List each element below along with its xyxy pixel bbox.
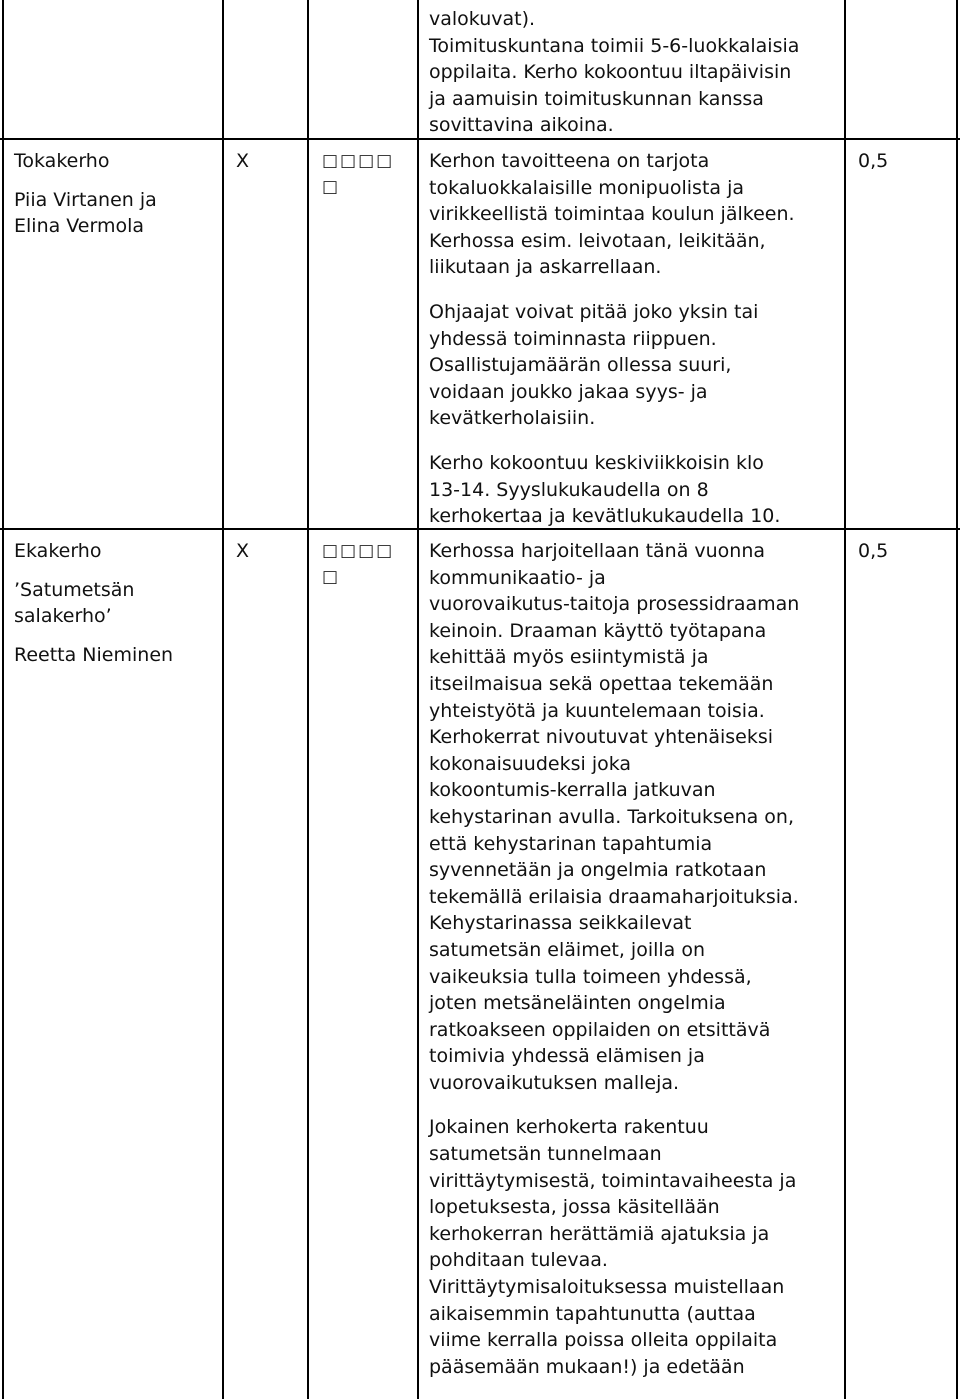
- text-line: että kehystarinan tapahtumia: [429, 832, 713, 855]
- text-line: tokaluokkalaisille monipuolista ja: [429, 176, 745, 199]
- ekakerho-name-cell: [14, 538, 173, 668]
- text-line: vuorovaikutuksen malleja.: [429, 1071, 680, 1094]
- tokakerho-description: [429, 148, 795, 530]
- text-line: vuorovaikutus-taitoja prosessidraaman: [429, 593, 800, 616]
- text-line: Toimituskuntana toimii 5-6-luokkalaisia: [429, 34, 800, 57]
- text-line: lopetuksesta, jossa käsitellään: [429, 1196, 720, 1219]
- column-divider-4: [844, 0, 846, 1399]
- tokakerho-checkboxes: [322, 148, 394, 200]
- text-line: aikaisemmin tapahtunutta (auttaa: [429, 1302, 756, 1325]
- text-line: kehystarinan avulla. Tarkoituksena on,: [429, 805, 795, 828]
- text-line: voidaan joukko jakaa syys- ja: [429, 380, 708, 403]
- text-line: Jokainen kerhokerta rakentuu: [429, 1116, 709, 1139]
- club-leader: Reetta Nieminen: [14, 643, 174, 666]
- checkbox-glyphs: □: [322, 177, 341, 197]
- text-line: kevätkerholaisiin.: [429, 407, 596, 430]
- text-line: pohditaan tulevaa.: [429, 1249, 608, 1272]
- table-border-right: [956, 0, 958, 1399]
- text-line: Ohjaajat voivat pitää joko yksin tai: [429, 300, 759, 323]
- text-line: yhteistyötä ja kuuntelemaan toisia.: [429, 699, 765, 722]
- club-name: Ekakerho: [14, 540, 102, 562]
- text-line: kehittää myös esiintymistä ja: [429, 646, 709, 669]
- text-line: Virittäytymisaloituksessa muistellaan: [429, 1276, 785, 1299]
- text-line: Kehystarinassa seikkailevat: [429, 912, 692, 935]
- text-line: pääsemään mukaan!) ja edetään: [429, 1355, 745, 1378]
- tokakerho-mark: X: [236, 150, 250, 172]
- text-line: tekemällä erilaisia draamaharjoituksia.: [429, 885, 799, 908]
- text-line: sovittavina aikoina.: [429, 114, 614, 137]
- text-line: Kerhossa esim. leivotaan, leikitään,: [429, 229, 766, 252]
- text-line: Kerhokerrat nivoutuvat yhtenäiseksi: [429, 726, 774, 749]
- checkbox-glyphs: □: [322, 567, 341, 587]
- ekakerho-checkboxes: [322, 538, 394, 590]
- text-line: kokonaisuudeksi joka: [429, 752, 632, 775]
- text-line: Kerhon tavoitteena on tarjota: [429, 150, 710, 172]
- text-line: viime kerralla poissa olleita oppilaita: [429, 1329, 778, 1352]
- text-line: ratkoakseen oppilaiden on etsittävä: [429, 1018, 771, 1041]
- tokakerho-hours: 0,5: [858, 150, 889, 172]
- club-name: Tokakerho: [14, 150, 110, 172]
- text-line: syvennetään ja ongelmia ratkotaan: [429, 859, 767, 882]
- text-line: satumetsän tunnelmaan: [429, 1143, 662, 1166]
- ekakerho-description: [429, 538, 799, 1380]
- checkbox-glyphs: □□□□: [322, 541, 395, 561]
- text-line: kerhokerran herättämiä ajatuksia ja: [429, 1222, 770, 1245]
- text-line: virikkeellistä toimintaa koulun jälkeen.: [429, 203, 795, 226]
- club-title: salakerho’: [14, 605, 112, 628]
- text-line: oppilaita. Kerho kokoontuu iltapäivisin: [429, 61, 792, 84]
- text-line: liikutaan ja askarrellaan.: [429, 256, 662, 279]
- text-line: keinoin. Draaman käyttö työtapana: [429, 619, 767, 642]
- ekakerho-mark: X: [236, 540, 250, 562]
- text-line: ja aamuisin toimituskunnan kanssa: [429, 87, 764, 110]
- text-line: Osallistujamäärän ollessa suuri,: [429, 354, 732, 377]
- club-leaders: Piia Virtanen ja: [14, 188, 157, 211]
- text-line: toimivia yhdessä elämisen ja: [429, 1045, 705, 1068]
- ekakerho-hours: 0,5: [858, 540, 889, 562]
- tokakerho-name-cell: [14, 148, 157, 240]
- text-line: kerhokertaa ja kevätlukukaudella 10.: [429, 505, 781, 528]
- text-line: vaikeuksia tulla toimeen yhdessä,: [429, 965, 752, 988]
- text-line: itseilmaisua sekä opettaa tekemään: [429, 672, 774, 695]
- column-divider-2: [307, 0, 309, 1399]
- checkbox-glyphs: □□□□: [322, 151, 395, 171]
- text-line: yhdessä toiminnasta riippuen.: [429, 327, 717, 350]
- top-row-description: [429, 6, 799, 139]
- text-line: kokoontumis-kerralla jatkuvan: [429, 779, 716, 802]
- text-line: valokuvat).: [429, 8, 536, 30]
- text-line: Kerhossa harjoitellaan tänä vuonna: [429, 540, 766, 562]
- club-leaders: Elina Vermola: [14, 215, 145, 238]
- text-line: 13-14. Syyslukukaudella on 8: [429, 478, 709, 501]
- text-line: Kerho kokoontuu keskiviikkoisin klo: [429, 451, 764, 474]
- text-line: virittäytymisestä, toimintavaiheesta ja: [429, 1169, 797, 1192]
- column-divider-1: [222, 0, 224, 1399]
- text-line: joten metsäneläinten ongelmia: [429, 992, 726, 1015]
- club-title: ’Satumetsän: [14, 578, 135, 601]
- column-divider-3: [417, 0, 419, 1399]
- text-line: satumetsän eläimet, joilla on: [429, 938, 706, 961]
- table-border-left: [2, 0, 4, 1399]
- text-line: kommunikaatio- ja: [429, 566, 606, 589]
